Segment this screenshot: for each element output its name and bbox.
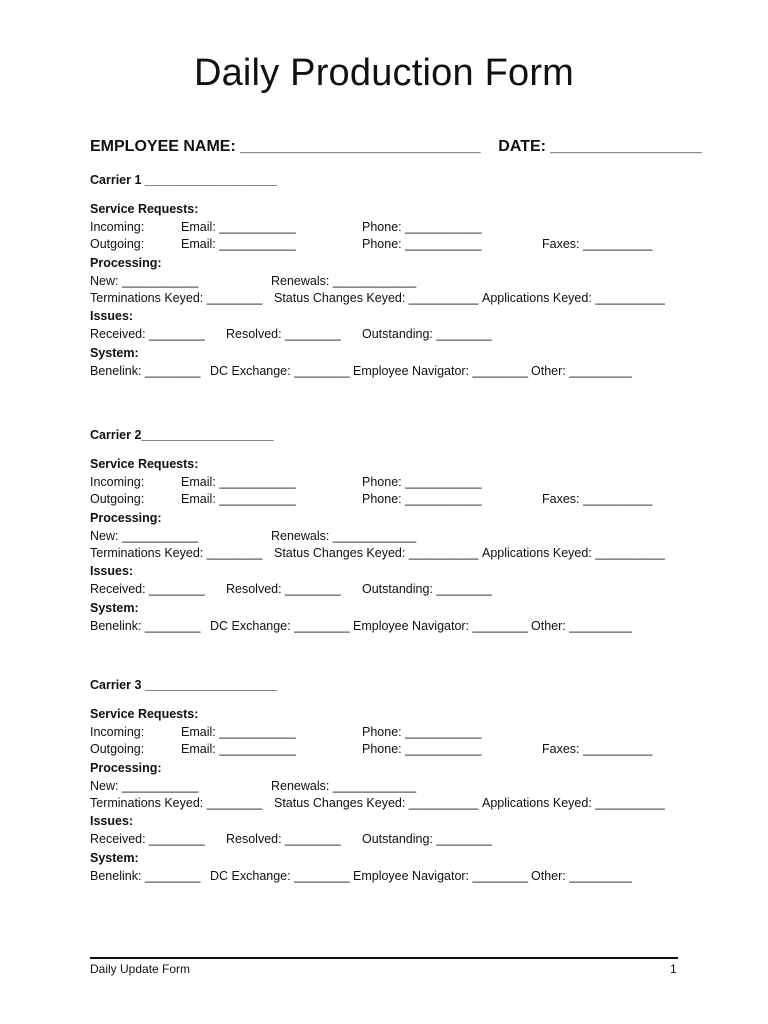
faxes-field: Faxes: __________	[542, 742, 653, 756]
received-field: Received: ________	[90, 327, 205, 341]
service-requests-heading: Service Requests:	[90, 707, 199, 721]
renewals-field: Renewals: ____________	[271, 779, 417, 793]
page-title: Daily Production Form	[193, 52, 575, 94]
outstanding-field: Outstanding: ________	[362, 582, 492, 596]
outgoing-phone-field: Phone: ___________	[362, 237, 482, 251]
dc-exchange-field: DC Exchange: ________	[210, 869, 350, 883]
employee-date-line: EMPLOYEE NAME: ___________________________ DATE: _________________	[90, 138, 702, 155]
incoming-label: Incoming:	[90, 475, 145, 489]
service-requests-heading: Service Requests:	[90, 202, 199, 216]
outgoing-label: Outgoing:	[90, 237, 145, 251]
processing-heading: Processing:	[90, 761, 162, 775]
carrier-header: Carrier 2___________________	[90, 428, 274, 442]
outgoing-email-field: Email: ___________	[181, 492, 296, 506]
issues-heading: Issues:	[90, 564, 134, 578]
outgoing-phone-field: Phone: ___________	[362, 742, 482, 756]
employee-navigator-field: Employee Navigator: ________	[353, 364, 529, 378]
outgoing-email-field: Email: ___________	[181, 742, 296, 756]
processing-heading: Processing:	[90, 511, 162, 525]
incoming-email-field: Email: ___________	[181, 725, 296, 739]
applications-keyed-field: Applications Keyed: __________	[482, 796, 665, 810]
processing-heading: Processing:	[90, 256, 162, 270]
terminations-keyed-field: Terminations Keyed: ________	[90, 796, 263, 810]
outgoing-label: Outgoing:	[90, 742, 145, 756]
footer-divider	[90, 957, 678, 959]
system-heading: System:	[90, 346, 139, 360]
incoming-email-field: Email: ___________	[181, 475, 296, 489]
issues-heading: Issues:	[90, 814, 134, 828]
system-heading: System:	[90, 851, 139, 865]
other-field: Other: _________	[531, 869, 632, 883]
resolved-field: Resolved: ________	[226, 327, 341, 341]
page-number: 1	[670, 962, 677, 976]
incoming-label: Incoming:	[90, 725, 145, 739]
employee-navigator-field: Employee Navigator: ________	[353, 619, 529, 633]
incoming-label: Incoming:	[90, 220, 145, 234]
renewals-field: Renewals: ____________	[271, 274, 417, 288]
service-requests-heading: Service Requests:	[90, 457, 199, 471]
benelink-field: Benelink: ________	[90, 619, 201, 633]
outgoing-email-field: Email: ___________	[181, 237, 296, 251]
new-field: New: ___________	[90, 529, 199, 543]
applications-keyed-field: Applications Keyed: __________	[482, 291, 665, 305]
footer-title: Daily Update Form	[90, 962, 191, 976]
incoming-phone-field: Phone: ___________	[362, 725, 482, 739]
other-field: Other: _________	[531, 619, 632, 633]
received-field: Received: ________	[90, 582, 205, 596]
incoming-email-field: Email: ___________	[181, 220, 296, 234]
carrier-header: Carrier 1 ___________________	[90, 173, 277, 187]
benelink-field: Benelink: ________	[90, 869, 201, 883]
incoming-phone-field: Phone: ___________	[362, 220, 482, 234]
other-field: Other: _________	[531, 364, 632, 378]
resolved-field: Resolved: ________	[226, 582, 341, 596]
faxes-field: Faxes: __________	[542, 237, 653, 251]
dc-exchange-field: DC Exchange: ________	[210, 364, 350, 378]
employee-navigator-field: Employee Navigator: ________	[353, 869, 529, 883]
received-field: Received: ________	[90, 832, 205, 846]
status-changes-keyed-field: Status Changes Keyed: __________	[274, 796, 479, 810]
status-changes-keyed-field: Status Changes Keyed: __________	[274, 291, 479, 305]
outstanding-field: Outstanding: ________	[362, 832, 492, 846]
dc-exchange-field: DC Exchange: ________	[210, 619, 350, 633]
new-field: New: ___________	[90, 274, 199, 288]
carrier-header: Carrier 3 ___________________	[90, 678, 277, 692]
outgoing-phone-field: Phone: ___________	[362, 492, 482, 506]
terminations-keyed-field: Terminations Keyed: ________	[90, 291, 263, 305]
renewals-field: Renewals: ____________	[271, 529, 417, 543]
faxes-field: Faxes: __________	[542, 492, 653, 506]
resolved-field: Resolved: ________	[226, 832, 341, 846]
system-heading: System:	[90, 601, 139, 615]
incoming-phone-field: Phone: ___________	[362, 475, 482, 489]
issues-heading: Issues:	[90, 309, 134, 323]
applications-keyed-field: Applications Keyed: __________	[482, 546, 665, 560]
outgoing-label: Outgoing:	[90, 492, 145, 506]
status-changes-keyed-field: Status Changes Keyed: __________	[274, 546, 479, 560]
terminations-keyed-field: Terminations Keyed: ________	[90, 546, 263, 560]
outstanding-field: Outstanding: ________	[362, 327, 492, 341]
new-field: New: ___________	[90, 779, 199, 793]
benelink-field: Benelink: ________	[90, 364, 201, 378]
